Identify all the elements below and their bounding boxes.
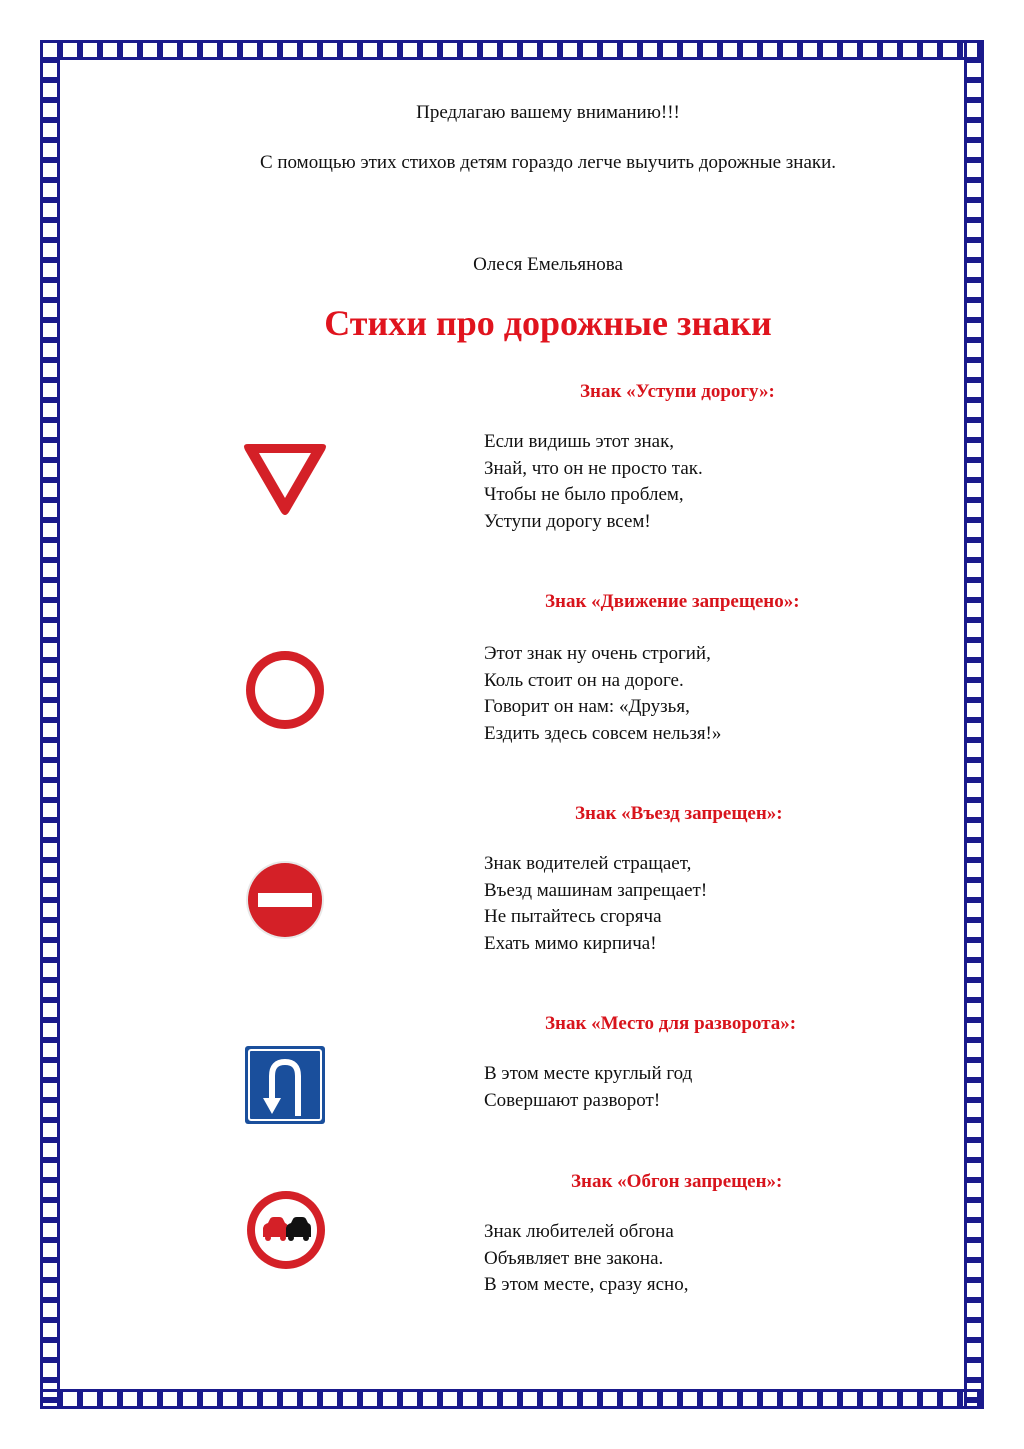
intro-line-1: Предлагаю вашему вниманию!!! bbox=[416, 102, 680, 123]
poem-line: Если видишь этот знак, bbox=[484, 431, 675, 452]
yield-sign-icon bbox=[242, 440, 328, 518]
poem-yield bbox=[484, 429, 703, 535]
sign-heading-no-overtaking: Знак «Обгон запрещен»: bbox=[571, 1171, 783, 1192]
sign-heading-yield: Знак «Уступи дорогу»: bbox=[580, 381, 775, 402]
poem-line: Знак любителей обгона bbox=[484, 1221, 674, 1242]
sign-heading-u-turn: Знак «Место для разворота»: bbox=[545, 1013, 797, 1034]
no-overtaking-sign-icon bbox=[246, 1190, 326, 1270]
poem-line: Говорит он нам: «Друзья, bbox=[484, 696, 690, 717]
page-border-right bbox=[964, 40, 984, 1409]
poem-line: Уступи дорогу всем! bbox=[484, 510, 651, 532]
sign-heading-no-entry: Знак «Въезд запрещен»: bbox=[575, 803, 783, 824]
page-border-left bbox=[40, 40, 60, 1409]
poem-line: В этом месте, сразу ясно, bbox=[484, 1274, 689, 1295]
poem-no-entry bbox=[484, 851, 707, 957]
poem-u-turn bbox=[484, 1061, 692, 1114]
poem-line: Объявляет вне закона. bbox=[484, 1247, 664, 1269]
poem-line: Знак водителей стращает, bbox=[484, 853, 692, 874]
page-border-bottom bbox=[40, 1389, 984, 1409]
no-traffic-sign-icon bbox=[244, 650, 326, 730]
sign-heading-no-traffic: Знак «Движение запрещено»: bbox=[545, 591, 800, 612]
poem-line: Ехать мимо кирпича! bbox=[484, 932, 657, 954]
poem-no-traffic bbox=[484, 641, 721, 747]
page-border-top bbox=[40, 40, 984, 60]
poem-line: Коль стоит он на дороге. bbox=[484, 669, 684, 691]
poem-line: В этом месте круглый год bbox=[484, 1063, 693, 1084]
poem-line: Знай, что он не просто так. bbox=[484, 457, 703, 479]
intro-line-2: С помощью этих стихов детям гораздо легче выучить дорожные знаки. bbox=[259, 152, 837, 173]
no-entry-sign-icon bbox=[244, 860, 326, 940]
poem-line: Ездить здесь совсем нельзя!» bbox=[484, 722, 722, 744]
poem-line: Чтобы не было проблем, bbox=[484, 484, 684, 505]
u-turn-sign-icon bbox=[245, 1046, 325, 1124]
poem-line: Не пытайтесь сгоряча bbox=[484, 906, 662, 927]
poem-no-overtaking bbox=[484, 1219, 688, 1299]
author-name: Олеся Емельянова bbox=[473, 254, 623, 275]
poem-line: Совершают разворот! bbox=[484, 1089, 661, 1111]
page-title: Стихи про дорожные знаки bbox=[324, 303, 772, 343]
poem-line: Въезд машинам запрещает! bbox=[484, 879, 708, 901]
poem-line: Этот знак ну очень строгий, bbox=[484, 643, 711, 664]
